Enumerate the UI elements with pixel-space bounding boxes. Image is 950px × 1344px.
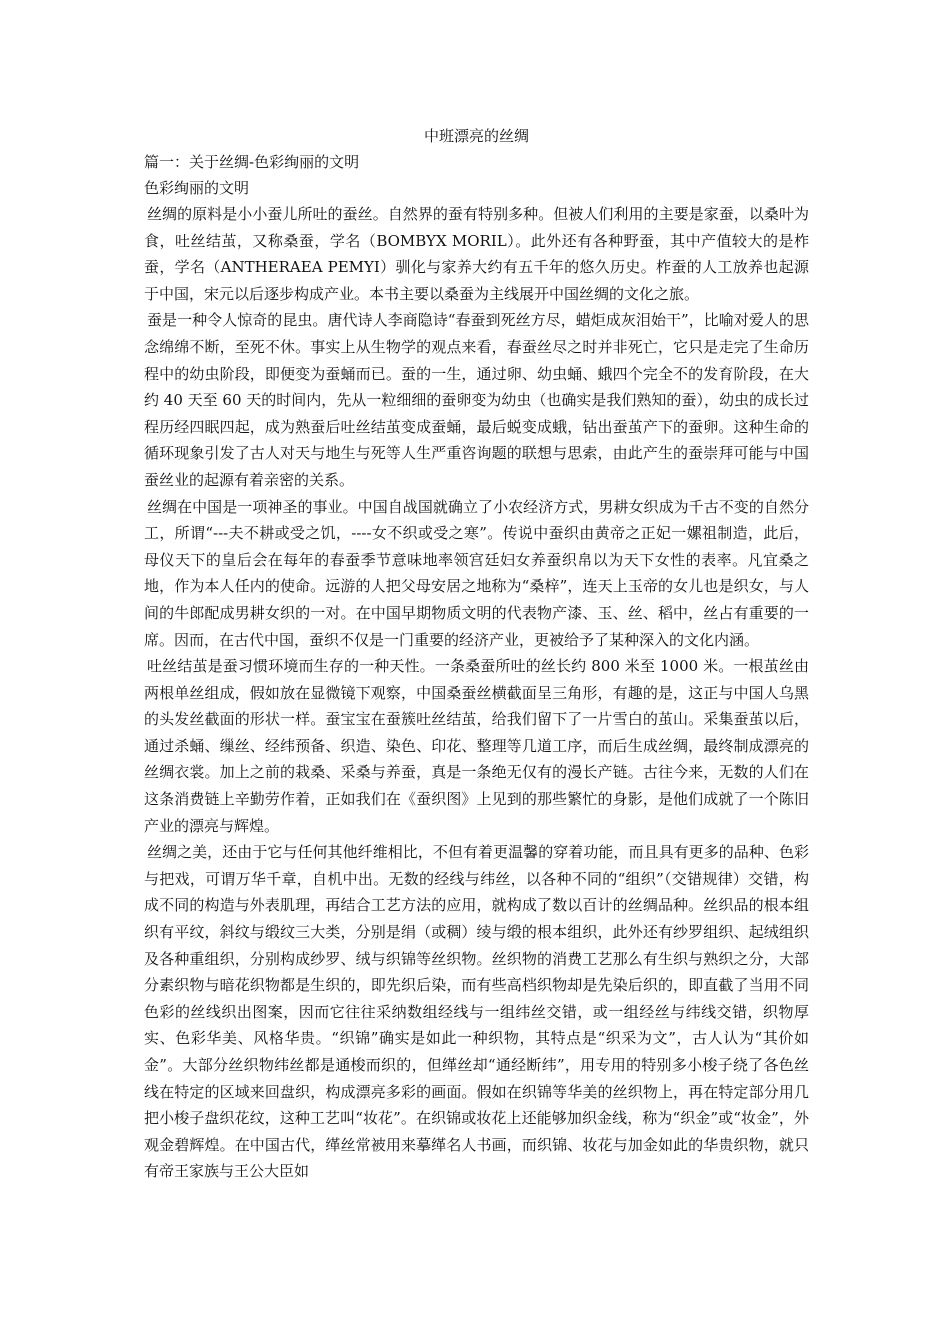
paragraph: 吐丝结茧是蚕习惯环境而生存的一种天性。一条桑蚕所吐的丝长约 800 米至 1000 米。一根茧丝由两根单丝组成，假如放在显微镜下观察，中国桑蚕丝横截面呈三角形，有趣的是，这正与中国人乌黑的头发丝截面的形状一样。蚕宝宝在蚕簇吐丝结茧，给我们留下了一片雪白的茧山。采集蚕茧以后，通过杀蛹、缫丝、经纬预备、织造、染色、印花、整理等几道工序，而后生成丝绸，最终制成漂亮的丝绸衣裳。加上之前的栽桑、采桑与养蚕，真是一条绝无仅有的漫长产链。古往今来，无数的人们在这条消费链上辛勤劳作着，正如我们在《蚕织图》上见到的那些繁忙的身影，是他们成就了一个陈旧产业的漂亮与辉煌。 — [144, 657, 809, 835]
paragraph: 蚕是一种令人惊奇的昆虫。唐代诗人李商隐诗“春蚕到死丝方尽，蜡炬成灰泪始干”，比喻对爱人的思念绵绵不断，至死不休。事实上从生物学的观点来看，春蚕丝尽之时并非死亡，它只是走完了生命历程中的幼虫阶段，即便变为蚕蛹而已。蚕的一生，通过卵、幼虫蛹、蛾四个完全不的发育阶段，在大约 40 天至 60 天的时间内，先从一粒细细的蚕卵变为幼虫（也确实是我们熟知的蚕），幼虫的成长过程历经四眠四起，成为熟蚕后吐丝结茧变成蚕蛹，最后蜕变成蛾，钻出蚕茧产下的蚕卵。这种生命的循环现象引发了古人对天与地生与死等人生严重咨询题的联想与思索，由此产生的蚕崇拜可能与中国蚕丝业的起源有着亲密的关系。 — [144, 311, 809, 489]
section-heading: 篇一：关于丝绸-色彩绚丽的文明 — [144, 153, 360, 171]
paragraph: 丝绸在中国是一项神圣的事业。中国自战国就确立了小农经济方式，男耕女织成为千古不变的自然分工，所谓“---夫不耕或受之饥，----女不织或受之寒”。传说中蚕织由黄帝之正妃一嫘祖制造，此后，母仪天下的皇后会在每年的春蚕季节意味地率领宫廷妇女养蚕织帛以为天下女性的表率。凡宜桑之地，作为本人任内的使命。远游的人把父母安居之地称为“桑梓”，连天上玉帝的女儿也是织女，与人间的牛郎配成男耕女织的一对。在中国早期物质文明的代表物产漆、玉、丝、稻中，丝占有重要的一席。因而，在古代中国，蚕织不仅是一门重要的经济产业，更被给予了某种深入的文化内涵。 — [144, 497, 809, 649]
document-body — [144, 123, 809, 1185]
paragraph: 丝绸之美，还由于它与任何其他纤维相比，不但有着更温馨的穿着功能，而且具有更多的品种、色彩与把戏，可谓万华千章，自机中出。无数的经线与纬丝，以各种不同的“组织”（交错规律）交错，构成不同的构造与外表肌理，再结合工艺方法的应用，就构成了数以百计的丝绸品种。丝织品的根本组织有平纹，斜纹与缎纹三大类，分别是绢（或稠）绫与缎的根本组织，此外还有纱罗组织、起绒组织及各种重组织，分别构成纱罗、绒与织锦等丝织物。丝织物的消费工艺那么有生织与熟织之分，大部分素织物与暗花织物都是生织的，即先织后染，而有些高档织物却是先染后织的，即直截了当用不同色彩的丝线织出图案，因而它往往采纳数组经线与一组纬丝交错，或一组经丝与纬线交错，织物厚实、色彩华美、风格华贵。“织锦”确实是如此一种织物，其特点是“织采为文”，古人认为“其价如金”。大部分丝织物纬丝都是通梭而织的，但缂丝却“通经断纬”，用专用的特别多小梭子绕了各色丝线在特定的区域来回盘织，构成漂亮多彩的画面。假如在织锦等华美的丝织物上，再在特定部分用几把小梭子盘织花纹，这种工艺叫“妆花”。在织锦或妆花上还能够加织金线，称为“织金”或“妆金”，外观金碧辉煌。在中国古代，缂丝常被用来摹缂名人书画，而织锦、妆花与加金如此的华贵织物，就只有帝王家族与王公大臣如 — [144, 843, 809, 1181]
document-title: 中班漂亮的丝绸 — [423, 127, 529, 145]
sub-heading: 色彩绚丽的文明 — [144, 179, 250, 197]
paragraph: 丝绸的原料是小小蚕儿所吐的蚕丝。自然界的蚕有特别多种。但被人们利用的主要是家蚕，以桑叶为食，吐丝结茧，又称桑蚕，学名（BOMBYX MORIL）。此外还有各种野蚕，其中产值较大的是柞蚕，学名（ANTHERAEA PEMYI）驯化与家养大约有五千年的悠久历史。柞蚕的人工放养也起源于中国，宋元以后逐步构成产业。本书主要以桑蚕为主线展开中国丝绸的文化之旅。 — [144, 205, 809, 303]
